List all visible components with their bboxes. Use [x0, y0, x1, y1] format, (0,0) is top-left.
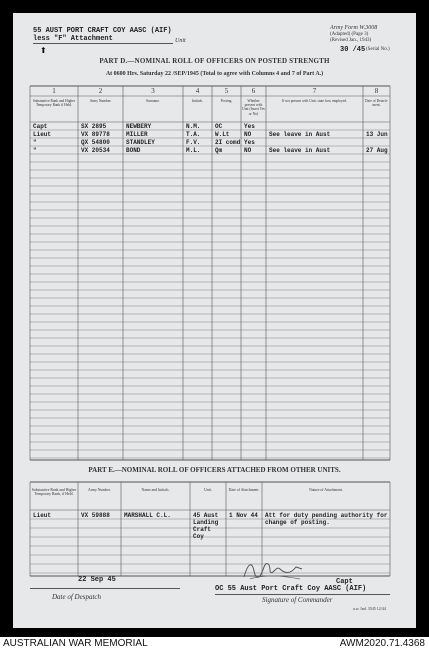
part-d-cell-number: VX 89778 — [81, 131, 110, 138]
part-d-cell-initials: T.A. — [186, 131, 201, 138]
unit-attachment: less "F" Attachment — [33, 35, 113, 43]
part-d-cell-employed: See leave in Aust — [269, 131, 331, 138]
despatch-date: 22 Sep 45 — [78, 576, 116, 584]
part-d-col-header: Whether present with Unit (Insert Yes or No) — [242, 99, 265, 116]
part-d-cell-surname: MILLER — [126, 131, 148, 138]
part-d-cell-initials: F.V. — [186, 139, 201, 146]
part-d-cell-number: VX 20534 — [81, 147, 110, 154]
part-e-cell-name: MARSHALL C.L. — [124, 512, 171, 519]
part-d-cell-posting: Qm — [215, 147, 223, 154]
serial-label: (Serial No.) — [366, 47, 390, 52]
part-d-col-number: 3 — [151, 87, 155, 95]
archive-reference: AWM2020.71.4368 — [339, 638, 425, 649]
signature-line — [215, 594, 390, 595]
part-d-cell-rank: Capt — [33, 123, 48, 130]
part-d-cell-surname: NEWBERY — [126, 123, 152, 130]
part-d-cell-rank: " — [33, 139, 37, 146]
unit-label: Unit — [175, 38, 186, 44]
part-d-cell-initials: M.L. — [186, 147, 201, 154]
part-d-col-number: 1 — [52, 87, 56, 95]
part-e-cell-unit: 45 Aust Landing Craft Coy — [193, 512, 219, 540]
part-d-cell-employed: See leave in Aust — [269, 147, 331, 154]
part-d-col-header: Army Number. — [89, 99, 112, 103]
part-e-col-header: Unit. — [204, 488, 212, 492]
part-e-col-header: Substantive Rank and Higher Temporary Rank, if Held. — [31, 488, 77, 497]
part-d-title: PART D.—NOMINAL ROLL OF OFFICERS ON POSTED STRENGTH — [99, 57, 330, 65]
part-d-col-header: Posting. — [220, 99, 233, 103]
part-d-col-header: Date of Detach-ment. — [365, 99, 388, 108]
part-e-cell-nature: Att for duty pending authority for change of posting. — [265, 512, 388, 526]
arrow-up-icon: ⬆ — [40, 46, 47, 55]
part-e-col-header: Name and Initials. — [141, 488, 170, 492]
part-d-cell-surname: BOND — [126, 147, 141, 154]
unit-name: 55 AUST PORT CRAFT COY AASC (AIF) — [33, 27, 172, 35]
part-d-cell-initials: N.M. — [186, 123, 201, 130]
part-d-col-header: Substantive Rank and Higher Temporary Rank if Held. — [32, 99, 76, 108]
form-revised: (Revised Jan., 1943) — [330, 38, 372, 43]
part-d-col-number: 8 — [374, 87, 379, 95]
part-d-cell-rank: Lieut — [33, 131, 52, 138]
part-d-col-header: Surname. — [146, 99, 160, 103]
part-d-cell-surname: STANDLEY — [126, 139, 155, 146]
archive-footer — [0, 637, 429, 653]
part-d-cell-rank: " — [33, 147, 37, 154]
part-d-cell-posting: 2I comd — [215, 139, 241, 146]
part-d-col-number: 4 — [195, 87, 200, 95]
part-e-cell-rank: Lieut — [33, 512, 52, 519]
part-d-col-number: 2 — [98, 87, 103, 95]
archive-name: AUSTRALIAN WAR MEMORIAL — [3, 638, 148, 649]
part-d-cell-date: 27 Aug — [366, 147, 388, 154]
part-e-col-header: Date of Attachment. — [228, 488, 260, 492]
commander-signature — [240, 557, 306, 583]
part-d-subtitle: At 0600 Hrs. Saturday 22 /SEP/1945 (Total to agree with Columns 4 and 7 of Part A.) — [105, 71, 324, 77]
part-e-col-header: Nature of Attachment. — [309, 488, 343, 492]
part-d-col-number: 5 — [224, 87, 229, 95]
part-d-cell-posting: W.Lt — [215, 131, 230, 138]
part-d-cell-present: NO — [244, 147, 252, 154]
part-d-col-header: Initials. — [192, 99, 203, 103]
part-e-cell-date: 1 Nov 44 — [229, 512, 258, 519]
part-d-col-number: 7 — [312, 87, 317, 95]
part-d-cell-present: NO — [244, 131, 252, 138]
part-d-cell-date: 13 Jun — [366, 131, 388, 138]
part-e-title: PART E.—NOMINAL ROLL OF OFFICERS ATTACHED FROM OTHER UNITS. — [88, 466, 341, 474]
printer-note: a.w. Ind. 3545 12/44 — [353, 606, 386, 611]
signature-label: Signature of Commander — [262, 596, 333, 604]
part-d-cell-posting: OC — [215, 123, 223, 130]
part-d-col-header: If not present with Unit, state how employed. — [281, 99, 348, 103]
part-d-cell-present: Yes — [244, 139, 255, 146]
part-d-cell-present: Yes — [244, 123, 255, 130]
despatch-label: Date of Despatch — [52, 593, 101, 601]
despatch-line — [30, 588, 180, 589]
part-d-cell-number: QX 54800 — [81, 139, 110, 146]
form-name: Army Form W.3008 — [330, 25, 378, 31]
part-d-cell-number: SX 2895 — [81, 123, 107, 130]
part-e-col-header: Army Number. — [88, 488, 111, 492]
part-d-col-number: 6 — [251, 87, 256, 95]
commander-rank: Capt — [336, 578, 353, 586]
commander-unit: OC 55 Aust Port Craft Coy AASC (AIF) — [215, 585, 367, 593]
part-e-cell-number: VX 59888 — [81, 512, 110, 519]
form-adapted: (Adapted) (Page 3) — [330, 32, 369, 37]
serial-value: 30 /45 — [340, 46, 366, 54]
